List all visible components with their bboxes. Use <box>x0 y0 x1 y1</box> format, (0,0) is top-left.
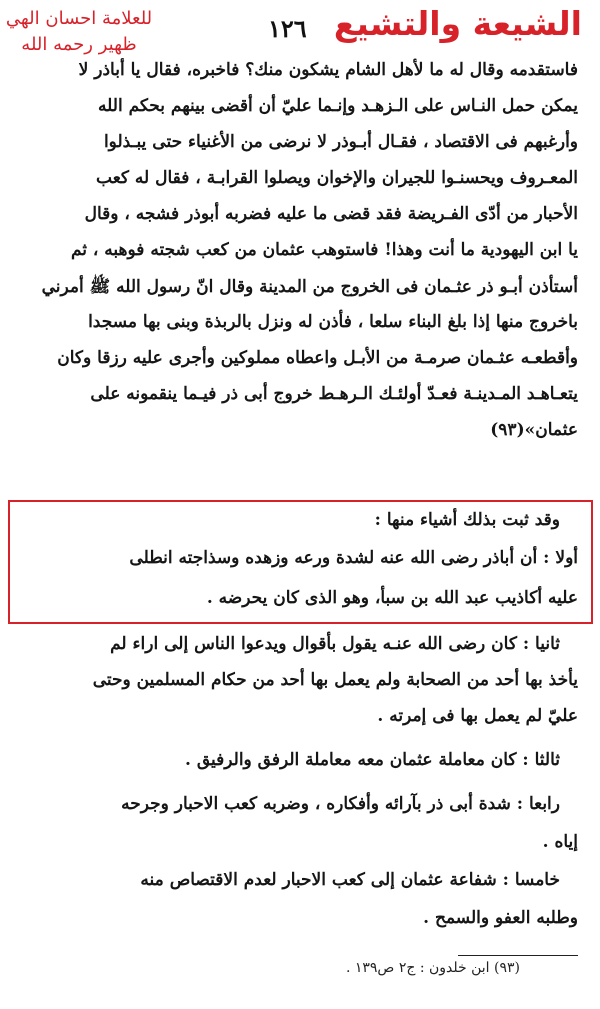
text-line: فاستقدمه وقال له ما لأهل الشام يشكون منك؟ فاخبره، فقال يا أباذر لا <box>78 60 578 80</box>
text-line: يتعـاهـد المـدينـة فعـدّ أولئـك الـرهـط خروج أبى ذر فيـما ينقمونه على <box>90 384 578 404</box>
point-line: يأخذ بها أحد من الصحابة ولم يعمل بها أحد من حكام المسلمين وحتى <box>92 670 578 690</box>
text-line: وأقطعـه عثـمان صرمـة من الأبـل واعطاه مملوكين وأجرى عليه رزقا وكان <box>57 348 578 368</box>
highlight-line: عليه أكاذيب عبد الله بن سبأ، وهو الذى كان يحرضه . <box>206 588 578 608</box>
point-line: ثانيا : كان رضى الله عنـه يقول بأقوال ويدعوا الناس إلى اراء لم <box>110 634 560 654</box>
text-line: المعـروف ويحسنـوا للجيران والإخوان ويصلوا القرابـة ، فقال له كعب <box>96 168 578 188</box>
highlight-line: وقد ثبت بذلك أشياء منها : <box>374 510 560 530</box>
point-line: إياه . <box>542 832 578 852</box>
point-line: ثالثا : كان معاملة عثمان معه معاملة الرفق والرفيق . <box>185 750 560 770</box>
point-line: رابعا : شدة أبى ذر بآرائه وأفكاره ، وضربه كعب الاحبار وجرحه <box>121 794 560 814</box>
text-line: أستأذن أبـو ذر عثـمان فى الخروج من المدينة وقال انّ رسول الله ﷺ أمرني <box>41 277 578 297</box>
text-line: الأحبار من أدّى الفـريضة فقد قضى ما عليه فضربه أبوذر فشجه ، وقال <box>84 204 578 224</box>
page-number: ١٢٦ <box>268 14 307 43</box>
text-line: وأرغبهم فى الاقتصاد ، فقـال أبـوذر لا نرضى من الأغنياء حتى يبـذلوا <box>103 132 578 152</box>
footnote-divider <box>458 955 578 956</box>
author-note: للعلامة احسان الهي ظهير رحمه الله <box>5 8 153 55</box>
point-line: عليّ لم يعمل بها فى إمرته . <box>377 706 578 726</box>
point-line: وطلبه العفو والسمح . <box>423 908 578 928</box>
text-line: باخروج منها إذا بلغ البناء سلعا ، فأذن له ونزل بالربذة وبنى بها مسجدا <box>88 312 578 332</box>
book-title: الشيعة والتشيع <box>333 4 582 43</box>
text-line: عثمان»(٩٣) <box>490 420 578 440</box>
text-line: يمكن حمل النـاس على الـزهـد وإنـما عليّ أن أقضى بينهم بحكم الله <box>98 96 578 116</box>
point-line: خامسا : شفاعة عثمان إلى كعب الاحبار لعدم الاقتصاص منه <box>140 870 560 890</box>
footnote: (٩٣) ابن خلدون : ج٢ ص١٣٩ . <box>345 960 520 976</box>
highlight-line: أولا : أن أباذر رضى الله عنه لشدة ورعه وزهده وسذاجته انطلى <box>129 548 578 568</box>
text-line: يا ابن اليهودية ما أنت وهذا! فاستوهب عثمان من كعب شجته فوهبه ، ثم <box>70 240 578 260</box>
